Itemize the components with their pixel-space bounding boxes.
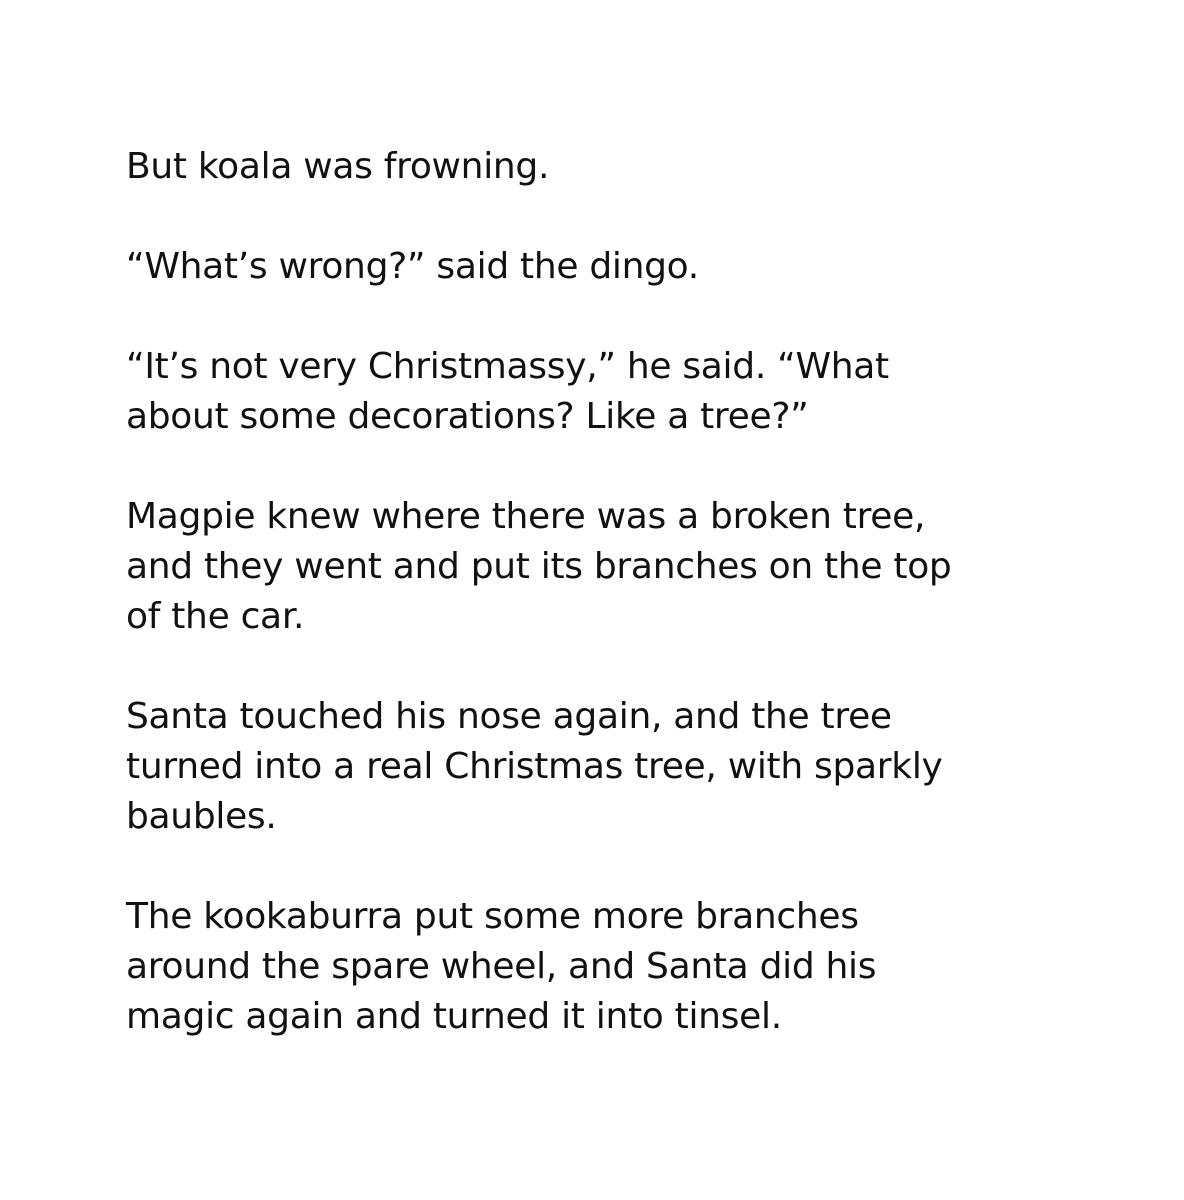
text-line: turned into a real Christmas tree, with sparkly	[126, 746, 943, 787]
text-line: The kookaburra put some more branches	[126, 896, 859, 937]
text-line: magic again and turned it into tinsel.	[126, 996, 782, 1037]
paragraph-whats-wrong	[126, 242, 1066, 292]
story-text	[126, 142, 1066, 1042]
text-line: around the spare wheel, and Santa did his	[126, 946, 877, 987]
paragraph-santa-magic-tree	[126, 692, 1066, 842]
text-line: Magpie knew where there was a broken tree,	[126, 496, 926, 537]
text-line: But koala was frowning.	[126, 146, 550, 187]
text-line: of the car.	[126, 596, 305, 637]
text-line: Santa touched his nose again, and the tree	[126, 696, 892, 737]
paragraph-koala-frowning	[126, 142, 1066, 192]
text-line: baubles.	[126, 796, 277, 837]
text-line: about some decorations? Like a tree?”	[126, 396, 809, 437]
paragraph-kookaburra-tinsel	[126, 892, 1066, 1042]
paragraph-not-christmassy	[126, 342, 1066, 442]
paragraph-magpie-broken-tree	[126, 492, 1066, 642]
text-line: and they went and put its branches on the top	[126, 546, 952, 587]
text-line: “What’s wrong?” said the dingo.	[126, 246, 699, 287]
text-line: “It’s not very Christmassy,” he said. “What	[126, 346, 889, 387]
